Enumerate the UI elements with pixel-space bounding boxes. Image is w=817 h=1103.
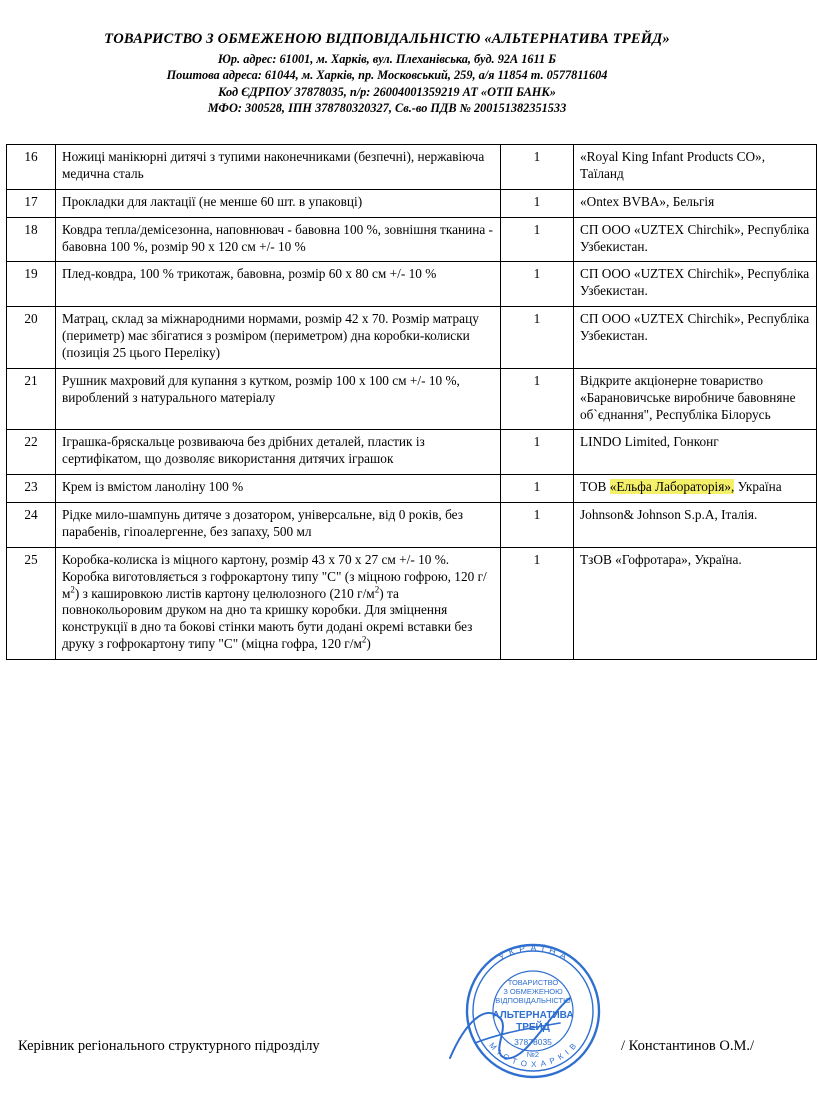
row-manufacturer: Johnson& Johnson S.p.A, Італія. xyxy=(574,503,817,548)
svg-text:ТРЕЙД: ТРЕЙД xyxy=(516,1022,550,1033)
row-description: Коробка-колиска із міцного картону, розмір 43 х 70 х 27 см +/- 10 %. Коробка виготовляється з гофрокартону типу "С" (з міцною гофрою, 120 $г/м^2$) з кашировкою листів картону целюлозного (210 $г/м^2$) та повнокольоровим друком на дно та кришку коробки. Для зміцнення конструкції в дно та бокові стінки мають бути додані окремі вставки без друку з гофрокартону типу "С" (міцна гофра, 120 $г/м^2$) xyxy=(56,547,501,659)
signature-label: Керівник регіонального структурного підрозділу xyxy=(18,1038,320,1054)
row-manufacturer: «Ontex BVBA», Бельгія xyxy=(574,189,817,217)
company-name: ТОВАРИСТВО З ОБМЕЖЕНОЮ ВІДПОВІДАЛЬНІСТЮ «АЛЬТЕРНАТИВА ТРЕЙД» xyxy=(104,31,670,47)
legal-address: Юр. адрес: 61001, м. Харків, вул. Плеханівська, буд. 92А 1611 Б xyxy=(217,52,557,67)
row-manufacturer: СП ООО «UZTEX Chirchik», Республіка Узбекистан. xyxy=(574,307,817,369)
table-row xyxy=(7,503,817,548)
letterhead xyxy=(0,0,774,122)
items-table-body xyxy=(7,145,817,660)
row-quantity: 1 xyxy=(501,503,574,548)
signer-name: / Константинов О.М./ xyxy=(621,1038,754,1054)
table-row xyxy=(7,217,817,262)
row-description: Плед-ковдра, 100 % трикотаж, бавовна, розмір 60 х 80 см +/- 10 % xyxy=(56,262,501,307)
tax-details: МФО: 300528, ІПН 378780320327, Св.-во ПДВ № 200151382351533 xyxy=(207,100,567,115)
row-quantity: 1 xyxy=(501,368,574,430)
row-manufacturer: «Royal King Infant Products CO», Таїланд xyxy=(574,145,817,190)
table-row xyxy=(7,145,817,190)
row-quantity: 1 xyxy=(501,307,574,369)
row-number: 16 xyxy=(7,145,56,190)
svg-text:АЛЬТЕРНАТИВА: АЛЬТЕРНАТИВА xyxy=(492,1010,574,1021)
row-manufacturer: СП ООО «UZTEX Chirchik», Республіка Узбекистан. xyxy=(574,217,817,262)
table-row xyxy=(7,262,817,307)
company-stamp xyxy=(449,927,617,1095)
table-row xyxy=(7,307,817,369)
postal-address: Поштова адреса: 61044, м. Харків, пр. Московський, 259, а/я 11854 т. 0577811604 xyxy=(166,68,608,83)
row-quantity: 1 xyxy=(501,217,574,262)
table-row xyxy=(7,475,817,503)
row-number: 19 xyxy=(7,262,56,307)
row-description: Іграшка-бряскальце розвиваюча без дрібних деталей, пластик із сертифікатом, що дозволяє використання дитячих іграшок xyxy=(56,430,501,475)
row-quantity: 1 xyxy=(501,145,574,190)
row-description: Матрац, склад за міжнародними нормами, розмір 42 х 70. Розмір матрацу (периметр) має збігатися з розміром (периметром) дна коробки-колиски (позиція 25 цього Переліку) xyxy=(56,307,501,369)
row-manufacturer: ТзОВ «Гофротара», Україна. xyxy=(574,547,817,659)
svg-text:М І С Т О Х А Р К І В: М І С Т О Х А Р К І В xyxy=(487,1040,579,1070)
row-quantity: 1 xyxy=(501,430,574,475)
svg-text:37878035: 37878035 xyxy=(514,1037,552,1047)
row-number: 22 xyxy=(7,430,56,475)
row-quantity: 1 xyxy=(501,189,574,217)
svg-text:У К Р А Ї Н А: У К Р А Ї Н А xyxy=(496,942,570,963)
row-manufacturer: Відкрите акціонерне товариство «Барановичське виробниче бавовняне об`єднання", Республіка Білорусь xyxy=(574,368,817,430)
table-row xyxy=(7,430,817,475)
svg-text:З ОБМЕЖЕНОЮ: З ОБМЕЖЕНОЮ xyxy=(503,987,563,996)
row-manufacturer: СП ООО «UZTEX Chirchik», Республіка Узбекистан. xyxy=(574,262,817,307)
items-table-wrapper xyxy=(0,144,810,660)
row-number: 17 xyxy=(7,189,56,217)
row-description: Ковдра тепла/демісезонна, наповнювач - бавовна 100 %, зовнішня тканина - бавовна 100 %, розмір 90 х 120 см +/- 10 % xyxy=(56,217,501,262)
row-description: Рідке мило-шампунь дитяче з дозатором, універсальне, від 0 років, без парабенів, гіпоалергенне, без запаху, 500 мл xyxy=(56,503,501,548)
row-number: 20 xyxy=(7,307,56,369)
table-row xyxy=(7,189,817,217)
row-number: 24 xyxy=(7,503,56,548)
row-description: Крем із вмістом ланоліну 100 % xyxy=(56,475,501,503)
table-row xyxy=(7,368,817,430)
row-manufacturer: ТОВ «Ельфа Лабораторія», Україна xyxy=(574,475,817,503)
items-table xyxy=(6,144,817,660)
row-number: 23 xyxy=(7,475,56,503)
document-footer xyxy=(0,933,774,1103)
row-manufacturer: LINDO Limited, Гонконг xyxy=(574,430,817,475)
bank-details: Код ЄДРПОУ 37878035, п/р: 26004001359219 АТ «ОТП БАНК» xyxy=(218,84,556,99)
row-quantity: 1 xyxy=(501,262,574,307)
row-description: Рушник махровий для купання з кутком, розмір 100 х 100 см +/- 10 %, вироблений з натурального матеріалу xyxy=(56,368,501,430)
row-number: 21 xyxy=(7,368,56,430)
svg-text:ТОВАРИСТВО: ТОВАРИСТВО xyxy=(507,978,559,987)
row-number: 18 xyxy=(7,217,56,262)
svg-text:ВІДПОВІДАЛЬНІСТЮ: ВІДПОВІДАЛЬНІСТЮ xyxy=(495,996,571,1005)
row-number: 25 xyxy=(7,547,56,659)
row-description: Прокладки для лактації (не менше 60 шт. в упаковці) xyxy=(56,189,501,217)
row-description: Ножиці манікюрні дитячі з тупими наконечниками (безпечні), нержавіюча медична сталь xyxy=(56,145,501,190)
highlighted-manufacturer: «Ельфа Лабораторія», xyxy=(609,479,735,495)
table-row xyxy=(7,547,817,659)
row-quantity: 1 xyxy=(501,475,574,503)
svg-text:№2: №2 xyxy=(526,1050,540,1059)
row-quantity: 1 xyxy=(501,547,574,659)
